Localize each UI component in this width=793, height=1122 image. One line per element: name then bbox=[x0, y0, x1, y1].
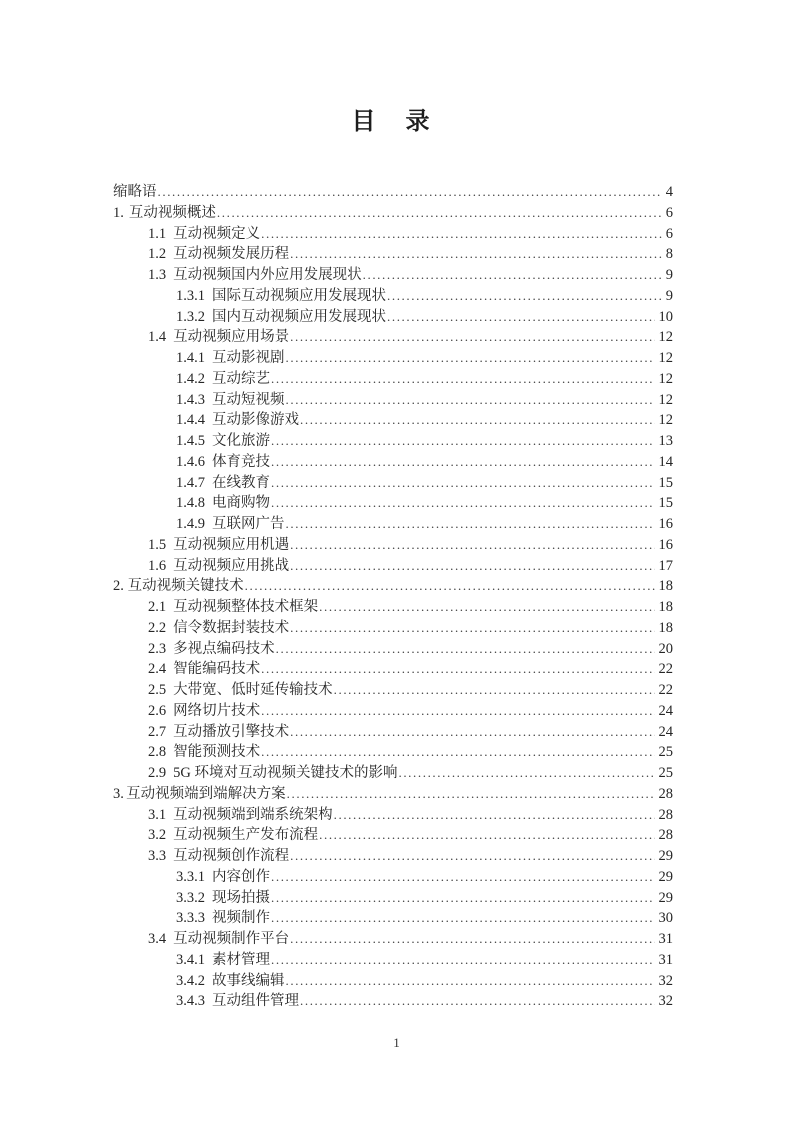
toc-entry[interactable] bbox=[113, 410, 673, 431]
toc-entry-label: 互动视频应用机遇 bbox=[173, 536, 290, 553]
toc-entry-number: 2.6 bbox=[148, 702, 167, 719]
toc-entry-number: 1.1 bbox=[148, 225, 167, 242]
toc-entry-label: 互动视频发展历程 bbox=[173, 246, 290, 263]
dot-leader bbox=[271, 431, 655, 452]
toc-entry-label: 文化旅游 bbox=[212, 433, 270, 449]
toc-entry-page: 12 bbox=[658, 391, 673, 408]
dot-leader bbox=[300, 991, 655, 1012]
toc-entry-number: 2.7 bbox=[148, 723, 167, 740]
toc-entry-number: 3.3.3 bbox=[176, 910, 205, 927]
toc-entry-number: 2.2 bbox=[148, 619, 167, 636]
dot-leader bbox=[261, 742, 654, 763]
toc-entry[interactable] bbox=[113, 286, 673, 307]
dot-leader bbox=[319, 825, 654, 846]
toc-entry-page: 12 bbox=[658, 329, 673, 346]
toc-entry-page: 28 bbox=[658, 806, 673, 823]
toc-entry[interactable] bbox=[113, 950, 673, 971]
toc-entry-number: 2.3 bbox=[148, 640, 167, 657]
toc-entry-label: 互动视频整体技术框架 bbox=[173, 599, 319, 615]
toc-entry[interactable] bbox=[113, 452, 673, 473]
toc-entry[interactable] bbox=[113, 224, 673, 245]
toc-entry-page: 9 bbox=[665, 287, 673, 304]
toc-entry-number: 1.4.2 bbox=[176, 370, 205, 387]
dot-leader bbox=[261, 701, 654, 722]
toc-entry-number: 2.4 bbox=[148, 661, 167, 678]
toc-entry[interactable] bbox=[113, 888, 673, 909]
toc-entry-label: 互动视频端到端系统架构 bbox=[173, 806, 333, 823]
toc-entry-label: 互动播放引擎技术 bbox=[173, 723, 290, 740]
dot-leader bbox=[290, 846, 654, 867]
toc-entry-page: 31 bbox=[658, 931, 673, 947]
dot-leader bbox=[271, 950, 655, 971]
toc-entry[interactable] bbox=[113, 680, 673, 701]
toc-entry-page: 22 bbox=[658, 682, 673, 698]
dot-leader bbox=[271, 493, 655, 514]
toc-entry-number: 2.1 bbox=[148, 599, 167, 615]
toc-entry-number: 3.4.2 bbox=[176, 972, 205, 989]
toc-entry-label: 内容创作 bbox=[212, 868, 270, 885]
toc-entry[interactable] bbox=[113, 846, 673, 867]
toc-entry-label: 体育竞技 bbox=[212, 453, 270, 470]
toc-entry-label: 网络切片技术 bbox=[173, 702, 261, 719]
dot-leader bbox=[261, 224, 662, 245]
toc-entry-number: 2.5 bbox=[148, 682, 167, 698]
toc-entry-number: 1.6 bbox=[148, 557, 167, 574]
toc-entry-number: 2.9 bbox=[148, 765, 167, 781]
dot-leader bbox=[319, 597, 654, 618]
toc-entry-number: 1.4.9 bbox=[176, 516, 205, 532]
toc-entry[interactable] bbox=[113, 327, 673, 348]
toc-entry-label: 智能编码技术 bbox=[173, 661, 261, 678]
dot-leader bbox=[290, 929, 654, 950]
dot-leader bbox=[158, 182, 662, 203]
toc-entry-label: 现场拍摄 bbox=[212, 889, 270, 906]
toc-entry-page: 29 bbox=[658, 889, 673, 906]
toc-entry-label: 多视点编码技术 bbox=[173, 640, 275, 657]
toc-entry-label: 互动视频生产发布流程 bbox=[173, 827, 319, 844]
toc-entry-page: 28 bbox=[658, 827, 673, 844]
dot-leader bbox=[271, 888, 655, 909]
toc-entry-label: 互动视频国内外应用发展现状 bbox=[173, 267, 362, 283]
toc-entry[interactable] bbox=[113, 514, 673, 535]
toc-entry-label: 故事线编辑 bbox=[212, 972, 285, 989]
toc-entry[interactable] bbox=[113, 244, 673, 265]
toc-entry-page: 12 bbox=[658, 350, 673, 366]
toc-entry-page: 30 bbox=[658, 910, 673, 927]
dot-leader bbox=[290, 556, 654, 577]
dot-leader bbox=[290, 244, 662, 265]
toc-entry-number: 3.4 bbox=[148, 931, 167, 947]
toc-entry[interactable] bbox=[113, 307, 673, 328]
toc-entry-number: 1.2 bbox=[148, 246, 167, 263]
dot-leader bbox=[290, 535, 654, 556]
toc-entry-page: 24 bbox=[658, 723, 673, 740]
toc-entry-label: 互动综艺 bbox=[212, 370, 270, 387]
dot-leader bbox=[286, 348, 655, 369]
toc-entry-page: 29 bbox=[658, 868, 673, 885]
toc-entry[interactable] bbox=[113, 639, 673, 660]
toc-entry-label: 视频制作 bbox=[212, 910, 270, 927]
toc-entry-number: 3.2 bbox=[148, 827, 167, 844]
page-title: 目 录 bbox=[351, 109, 442, 135]
toc-entry-label: 互动视频应用场景 bbox=[173, 329, 290, 346]
toc-entry-label: 国际互动视频应用发展现状 bbox=[212, 287, 386, 304]
dot-leader bbox=[286, 390, 655, 411]
toc-entry-number: 1. bbox=[113, 204, 124, 221]
toc-entry[interactable] bbox=[113, 971, 673, 992]
toc-entry-number: 3.3.2 bbox=[176, 889, 205, 906]
toc-entry-number: 1.4.5 bbox=[176, 433, 205, 449]
toc-entry[interactable] bbox=[113, 908, 673, 929]
dot-leader bbox=[334, 680, 655, 701]
dot-leader bbox=[261, 659, 654, 680]
toc-entry[interactable] bbox=[113, 784, 673, 805]
toc-entry-label: 在线教育 bbox=[212, 474, 270, 491]
toc-entry[interactable] bbox=[113, 182, 673, 203]
toc-entry-page: 18 bbox=[658, 619, 673, 636]
toc-entry-page: 32 bbox=[658, 993, 673, 1010]
toc-entry[interactable] bbox=[113, 431, 673, 452]
toc-entry-number: 3. bbox=[113, 785, 124, 802]
toc-entry-label: 信令数据封装技术 bbox=[173, 619, 290, 636]
toc-entry[interactable] bbox=[113, 867, 673, 888]
toc-entry-number: 1.4.4 bbox=[176, 412, 205, 429]
toc-entry-page: 12 bbox=[658, 412, 673, 429]
toc-entry-page: 4 bbox=[665, 184, 673, 200]
toc-entry-number: 3.1 bbox=[148, 806, 167, 823]
toc-entry-label: 互联网广告 bbox=[212, 516, 285, 532]
toc-entry-number: 2. bbox=[113, 578, 124, 595]
toc-entry-label: 互动影视剧 bbox=[212, 350, 285, 366]
dot-leader bbox=[290, 722, 654, 743]
toc-entry-page: 13 bbox=[658, 433, 673, 449]
toc-entry-number: 1.3 bbox=[148, 267, 167, 283]
toc-entry[interactable] bbox=[113, 369, 673, 390]
toc-entry-number: 3.4.1 bbox=[176, 951, 205, 968]
toc-entry-page: 6 bbox=[665, 204, 673, 221]
toc-entry[interactable] bbox=[113, 597, 673, 618]
dot-leader bbox=[271, 908, 655, 929]
toc-entry[interactable] bbox=[113, 203, 673, 224]
toc-entry-page: 14 bbox=[658, 453, 673, 470]
toc-entry-page: 31 bbox=[658, 951, 673, 968]
toc-entry-number: 1.4.1 bbox=[176, 350, 205, 366]
toc-entry[interactable] bbox=[113, 825, 673, 846]
toc-entry-number: 1.4.6 bbox=[176, 453, 205, 470]
toc-entry-number: 1.3.1 bbox=[176, 287, 205, 304]
dot-leader bbox=[286, 971, 655, 992]
toc-entry-page: 10 bbox=[658, 308, 673, 325]
toc-entry-page: 24 bbox=[658, 702, 673, 719]
dot-leader bbox=[334, 805, 655, 826]
toc-entry-label: 智能预测技术 bbox=[173, 744, 261, 761]
toc-entry-number: 1.4.8 bbox=[176, 495, 205, 512]
toc-entry-label: 互动短视频 bbox=[212, 391, 285, 408]
toc-entry-page: 18 bbox=[658, 578, 673, 595]
dot-leader bbox=[271, 369, 655, 390]
toc-entry[interactable] bbox=[113, 659, 673, 680]
toc-entry[interactable] bbox=[113, 805, 673, 826]
toc-entry-number: 1.5 bbox=[148, 536, 167, 553]
toc-entry-label: 5G 环境对互动视频关键技术的影响 bbox=[173, 765, 398, 781]
toc-entry-page: 15 bbox=[658, 474, 673, 491]
toc-entry[interactable] bbox=[113, 701, 673, 722]
toc-entry-label: 互动视频应用挑战 bbox=[173, 557, 290, 574]
toc-entry-page: 25 bbox=[658, 744, 673, 761]
toc-entry[interactable] bbox=[113, 742, 673, 763]
dot-leader bbox=[245, 576, 655, 597]
dot-leader bbox=[398, 763, 654, 784]
toc-entry-page: 20 bbox=[658, 640, 673, 657]
toc-entry[interactable] bbox=[113, 576, 673, 597]
toc-entry-label: 互动视频端到端解决方案 bbox=[126, 785, 286, 802]
footer-page-number: 1 bbox=[393, 1035, 400, 1050]
toc-entry-page: 8 bbox=[665, 246, 673, 263]
toc-entry-page: 28 bbox=[658, 785, 673, 802]
toc-entry[interactable] bbox=[113, 493, 673, 514]
toc-entry-page: 18 bbox=[658, 599, 673, 615]
toc-entry-number: 3.3.1 bbox=[176, 868, 205, 885]
toc-entry-page: 15 bbox=[658, 495, 673, 512]
dot-leader bbox=[286, 514, 655, 535]
toc-entry[interactable] bbox=[113, 991, 673, 1012]
toc-entry[interactable] bbox=[113, 348, 673, 369]
toc-entry[interactable] bbox=[113, 556, 673, 577]
toc-entry-number: 1.4.7 bbox=[176, 474, 205, 491]
dot-leader bbox=[290, 618, 654, 639]
toc-entry-number: 2.8 bbox=[148, 744, 167, 761]
toc-entry[interactable] bbox=[113, 265, 673, 286]
toc-entry-page: 17 bbox=[658, 557, 673, 574]
dot-leader bbox=[271, 867, 655, 888]
toc-list bbox=[113, 182, 673, 1012]
toc-entry-page: 9 bbox=[665, 267, 673, 283]
toc-entry-page: 12 bbox=[658, 370, 673, 387]
toc-entry-label: 互动影像游戏 bbox=[212, 412, 299, 429]
dot-leader bbox=[300, 410, 655, 431]
toc-entry-label: 互动视频概述 bbox=[128, 204, 216, 221]
dot-leader bbox=[276, 639, 655, 660]
toc-entry-page: 16 bbox=[658, 536, 673, 553]
dot-leader bbox=[287, 784, 655, 805]
toc-entry-page: 6 bbox=[665, 225, 673, 242]
toc-entry-page: 22 bbox=[658, 661, 673, 678]
toc-entry-page: 16 bbox=[658, 516, 673, 532]
toc-entry-number: 3.3 bbox=[148, 848, 167, 864]
toc-entry-label: 大带宽、低时延传输技术 bbox=[173, 682, 333, 698]
dot-leader bbox=[387, 286, 662, 307]
toc-entry-number: 1.3.2 bbox=[176, 308, 205, 325]
toc-entry[interactable] bbox=[113, 390, 673, 411]
toc-entry-page: 25 bbox=[658, 765, 673, 781]
toc-entry[interactable] bbox=[113, 929, 673, 950]
toc-entry[interactable] bbox=[113, 473, 673, 494]
toc-entry-label: 互动视频创作流程 bbox=[173, 848, 290, 864]
toc-entry-label: 缩略语 bbox=[113, 184, 157, 200]
dot-leader bbox=[290, 327, 654, 348]
toc-entry-label: 互动组件管理 bbox=[212, 993, 299, 1010]
toc-entry-page: 29 bbox=[658, 848, 673, 864]
toc-entry-label: 电商购物 bbox=[212, 495, 270, 512]
toc-entry-page: 32 bbox=[658, 972, 673, 989]
toc-entry-number: 1.4.3 bbox=[176, 391, 205, 408]
toc-entry[interactable] bbox=[113, 763, 673, 784]
toc-entry[interactable] bbox=[113, 618, 673, 639]
toc-entry-number: 3.4.3 bbox=[176, 993, 205, 1010]
dot-leader bbox=[271, 452, 655, 473]
dot-leader bbox=[217, 203, 662, 224]
dot-leader bbox=[363, 265, 662, 286]
dot-leader bbox=[271, 473, 655, 494]
dot-leader bbox=[387, 307, 655, 328]
toc-entry-label: 互动视频制作平台 bbox=[173, 931, 290, 947]
toc-entry-label: 互动视频关键技术 bbox=[127, 578, 244, 595]
toc-entry-label: 互动视频定义 bbox=[173, 225, 261, 242]
toc-entry-label: 素材管理 bbox=[212, 951, 270, 968]
toc-entry[interactable] bbox=[113, 535, 673, 556]
toc-entry[interactable] bbox=[113, 722, 673, 743]
toc-entry-number: 1.4 bbox=[148, 329, 167, 346]
toc-entry-label: 国内互动视频应用发展现状 bbox=[212, 308, 386, 325]
